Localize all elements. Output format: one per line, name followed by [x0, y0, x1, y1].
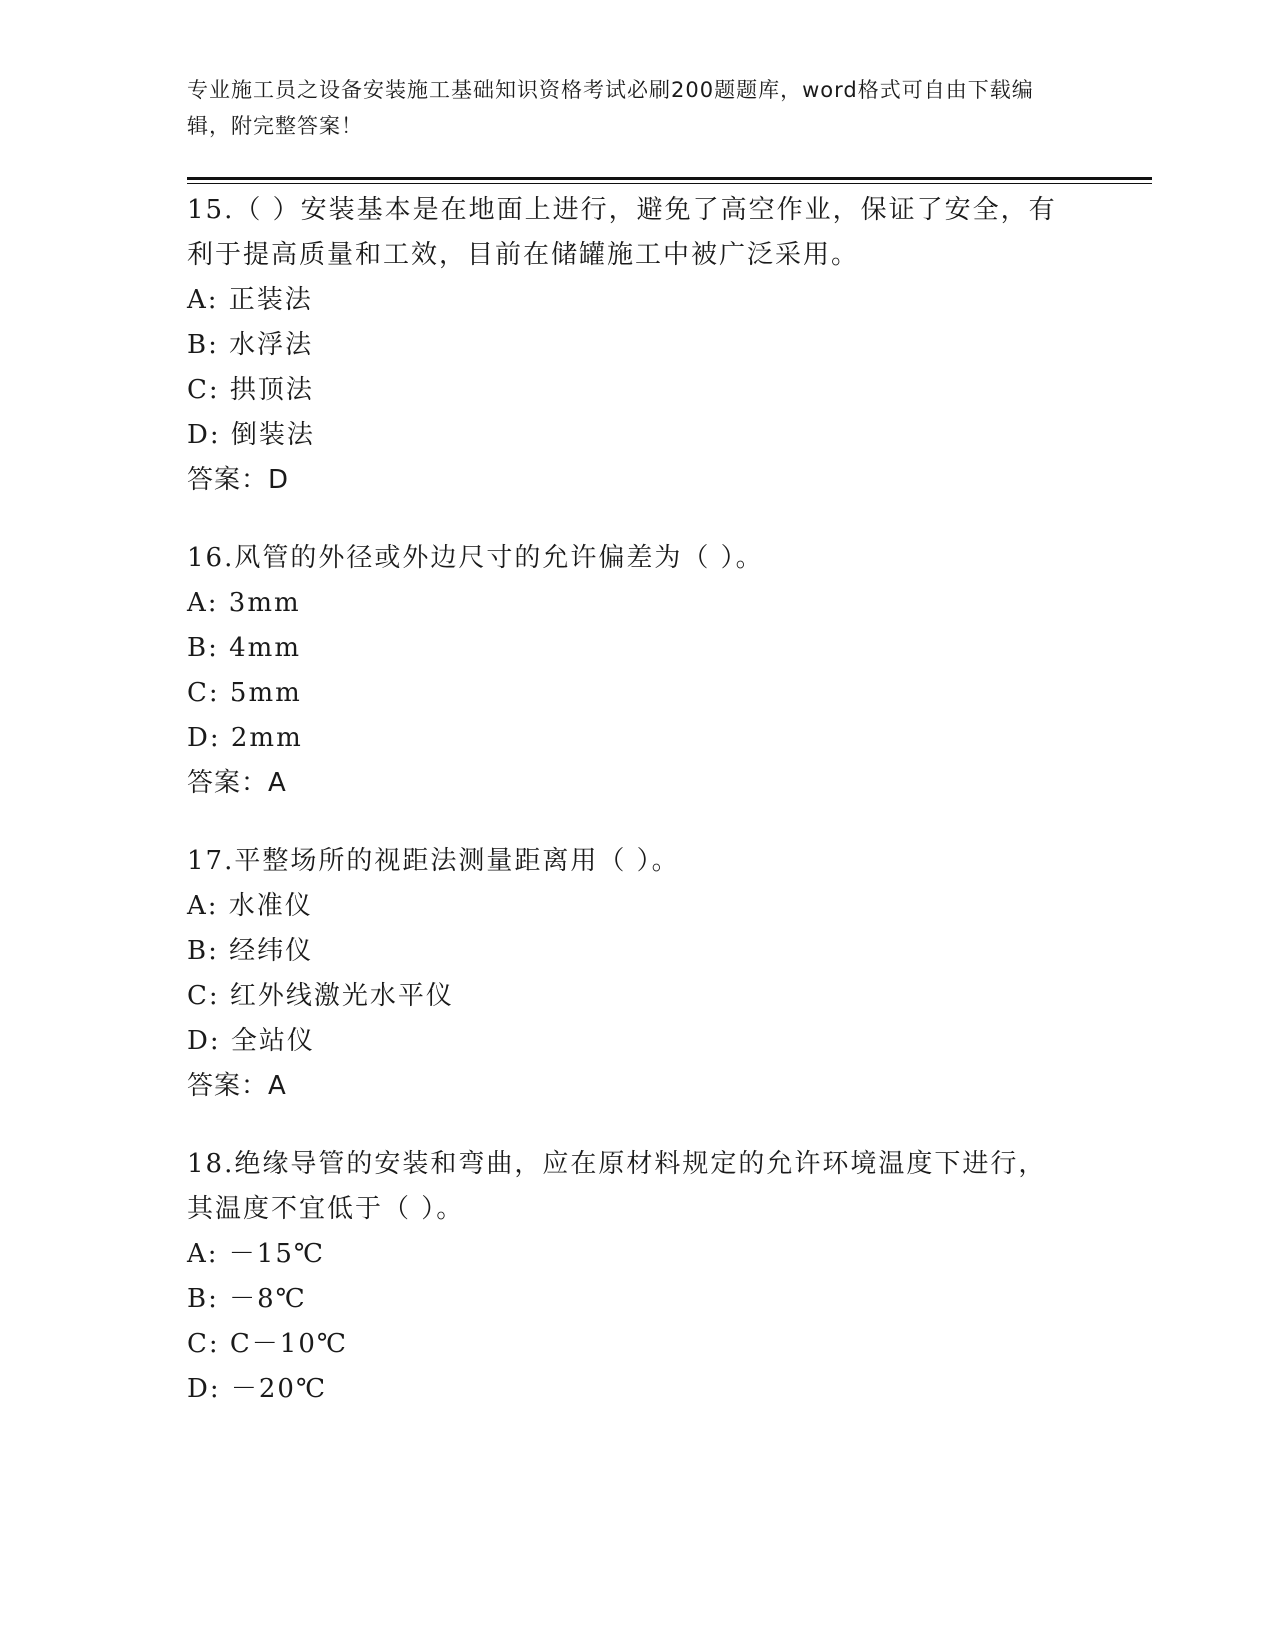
answer-line: 答案：A	[187, 1071, 287, 1101]
question-text: 18.绝缘导管的安装和弯曲，应在原材料规定的允许环境温度下进行，其温度不宜低于（ ）。	[187, 1149, 1047, 1224]
option-c: C: 5mm	[187, 678, 302, 708]
question-17	[187, 839, 1067, 1109]
option-a: A: 3mm	[187, 588, 301, 618]
document-header: 专业施工员之设备安装施工基础知识资格考试必刷200题题库，word格式可自由下载编辑，附完整答案！	[187, 78, 1034, 138]
question-15	[187, 188, 1067, 503]
header-divider-thin	[187, 183, 1152, 184]
question-16	[187, 536, 1067, 806]
answer-line: 答案：D	[187, 465, 290, 495]
option-c: C: 红外线激光水平仪	[187, 981, 454, 1011]
question-text: 16.风管的外径或外边尺寸的允许偏差为（ ）。	[187, 543, 764, 573]
option-b: B: 4mm	[187, 633, 301, 663]
option-a: A: 水准仪	[187, 891, 313, 921]
option-b: B: 水浮法	[187, 330, 314, 360]
option-d: D: 全站仪	[187, 1026, 315, 1056]
option-d: D: 倒装法	[187, 420, 315, 450]
header-divider-thick	[187, 177, 1152, 180]
option-a: A: 正装法	[187, 285, 313, 315]
option-c: C: C－10℃	[187, 1329, 348, 1359]
option-d: D: －20℃	[187, 1374, 328, 1404]
option-c: C: 拱顶法	[187, 375, 314, 405]
question-18	[187, 1142, 1067, 1412]
answer-line: 答案：A	[187, 768, 287, 798]
question-text: 15.（ ）安装基本是在地面上进行，避免了高空作业，保证了安全，有利于提高质量和工效，目前在储罐施工中被广泛采用。	[187, 195, 1057, 270]
option-a: A: －15℃	[187, 1239, 325, 1269]
option-b: B: 经纬仪	[187, 936, 314, 966]
option-b: B: －8℃	[187, 1284, 307, 1314]
option-d: D: 2mm	[187, 723, 303, 753]
question-list	[187, 188, 1067, 1445]
question-text: 17.平整场所的视距法测量距离用（ ）。	[187, 846, 680, 876]
